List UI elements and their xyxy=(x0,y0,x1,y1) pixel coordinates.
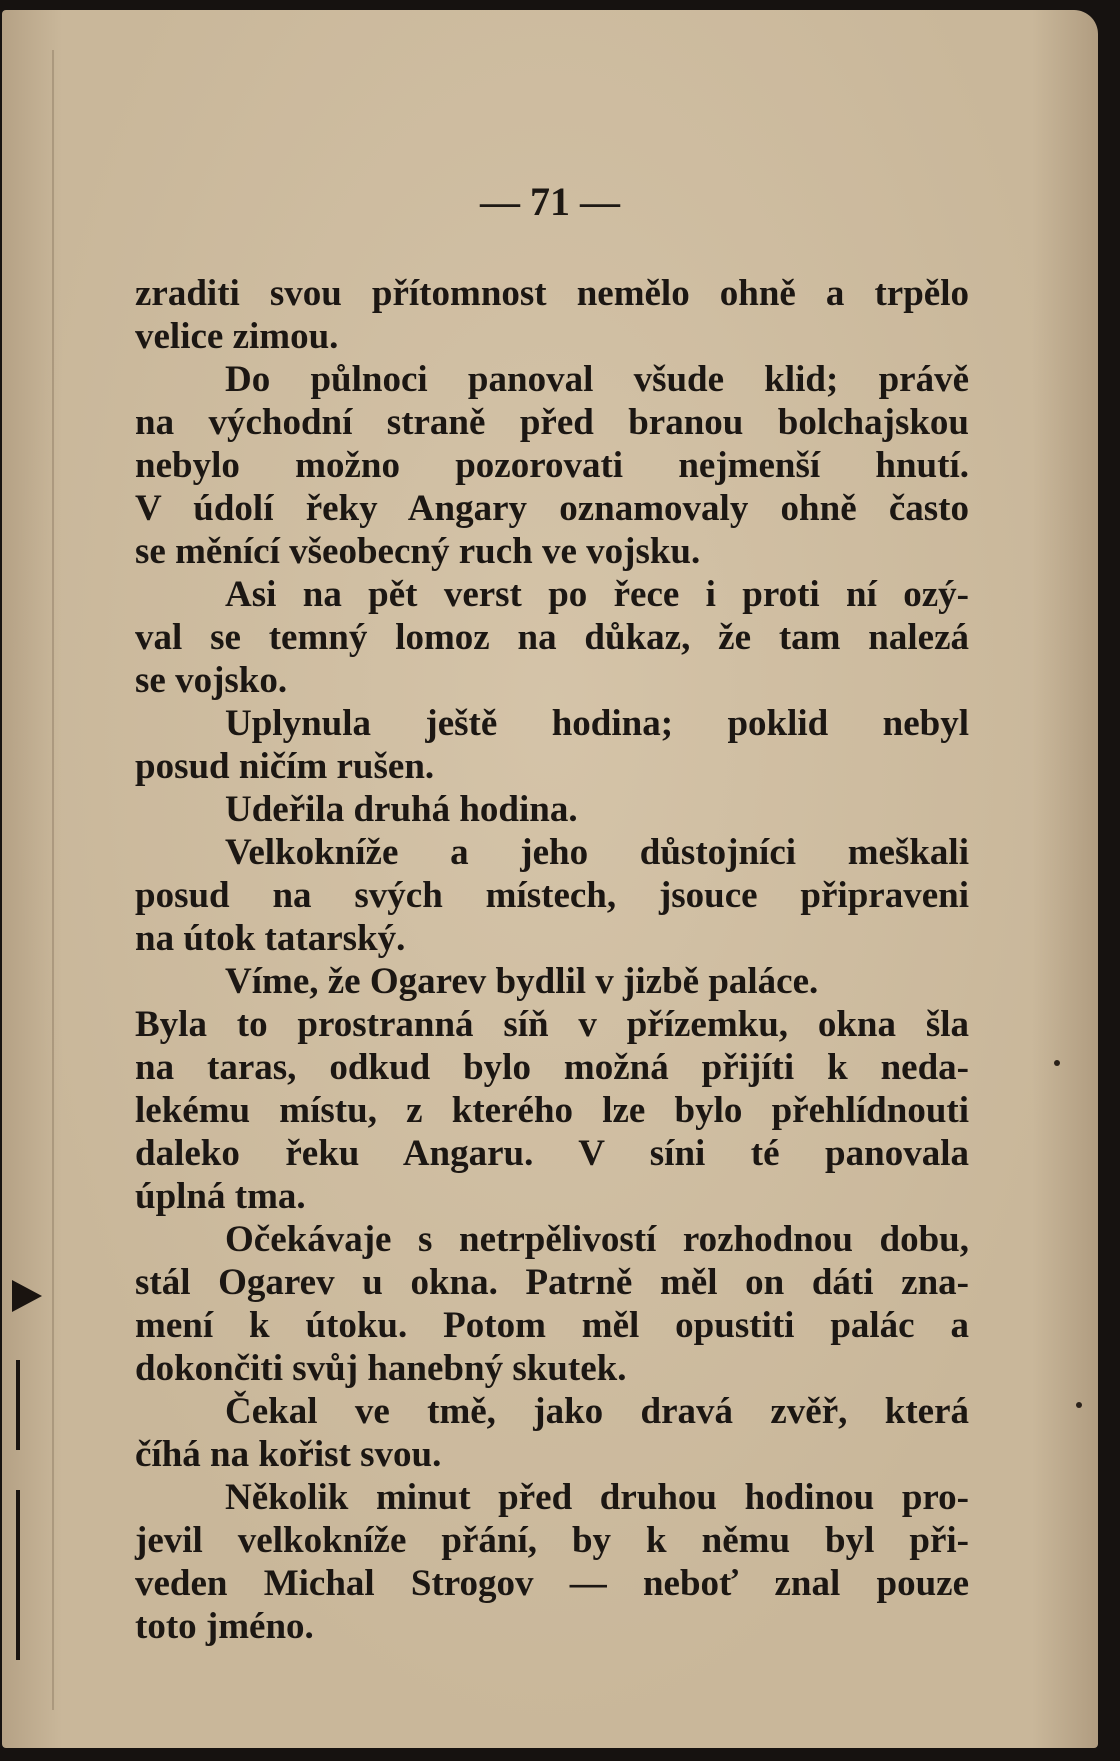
text-line: toto jméno. xyxy=(135,1606,314,1647)
text-line: Očekávaje s netrpělivostí rozhodnou dobu, xyxy=(225,1219,969,1260)
text-line: val se temný lomoz na důkaz, že tam nalezá xyxy=(135,617,969,658)
text-line: Uplynula ještě hodina; poklid nebyl xyxy=(225,703,969,744)
text-line: veden Michal Strogov — neboť znal pouze xyxy=(135,1563,969,1604)
text-line: posud na svých místech, jsouce připraveni xyxy=(135,875,969,916)
text-line: mení k útoku. Potom měl opustiti palác a xyxy=(135,1305,969,1346)
text-line: číhá na kořist svou. xyxy=(135,1434,442,1475)
text-line: zraditi svou přítomnost nemělo ohně a trpělo xyxy=(135,273,969,314)
text-line: nebylo možno pozorovati nejmenší hnutí. xyxy=(135,445,969,486)
text-line: Několik minut před druhou hodinou pro- xyxy=(225,1477,969,1518)
text-line: na východní straně před branou bolchajskou xyxy=(135,402,969,443)
text-line: úplná tma. xyxy=(135,1176,306,1217)
text-line: velice zimou. xyxy=(135,316,339,357)
margin-mark xyxy=(12,1280,42,1312)
page-fold-shadow xyxy=(52,50,54,1710)
text-line: Udeřila druhá hodina. xyxy=(225,789,578,830)
text-line: V údolí řeky Angary oznamovaly ohně často xyxy=(135,488,969,529)
text-line: jevil velkokníže přání, by k němu byl při- xyxy=(135,1520,969,1561)
margin-mark xyxy=(16,1360,20,1450)
text-line: Velkokníže a jeho důstojníci meškali xyxy=(225,832,969,873)
text-line: stál Ogarev u okna. Patrně měl on dáti zna- xyxy=(135,1262,969,1303)
text-line: lekému místu, z kterého lze bylo přehlídnouti xyxy=(135,1090,969,1131)
text-line: se vojsko. xyxy=(135,660,288,701)
text-line: se měnící všeobecný ruch ve vojsku. xyxy=(135,531,701,572)
book-page xyxy=(2,10,1098,1748)
text-line: dokončiti svůj hanebný skutek. xyxy=(135,1348,627,1389)
text-line: Víme, že Ogarev bydlil v jizbě paláce. xyxy=(225,961,819,1002)
paper-speck xyxy=(1076,1402,1082,1408)
text-line: Do půlnoci panoval všude klid; právě xyxy=(225,359,969,400)
body-text xyxy=(135,272,969,1648)
page-number: — 71 — xyxy=(480,179,620,224)
text-line: na útok tatarský. xyxy=(135,918,406,959)
text-line: na taras, odkud bylo možná přijíti k neda- xyxy=(135,1047,969,1088)
paper-speck xyxy=(1054,1060,1060,1066)
text-line: posud ničím rušen. xyxy=(135,746,435,787)
text-line: Čekal ve tmě, jako dravá zvěř, která xyxy=(225,1391,969,1432)
text-line: daleko řeku Angaru. V síni té panovala xyxy=(135,1133,969,1174)
margin-mark xyxy=(16,1490,20,1660)
text-line: Byla to prostranná síň v přízemku, okna šla xyxy=(135,1004,969,1045)
text-line: Asi na pět verst po řece i proti ní ozý- xyxy=(225,574,969,615)
